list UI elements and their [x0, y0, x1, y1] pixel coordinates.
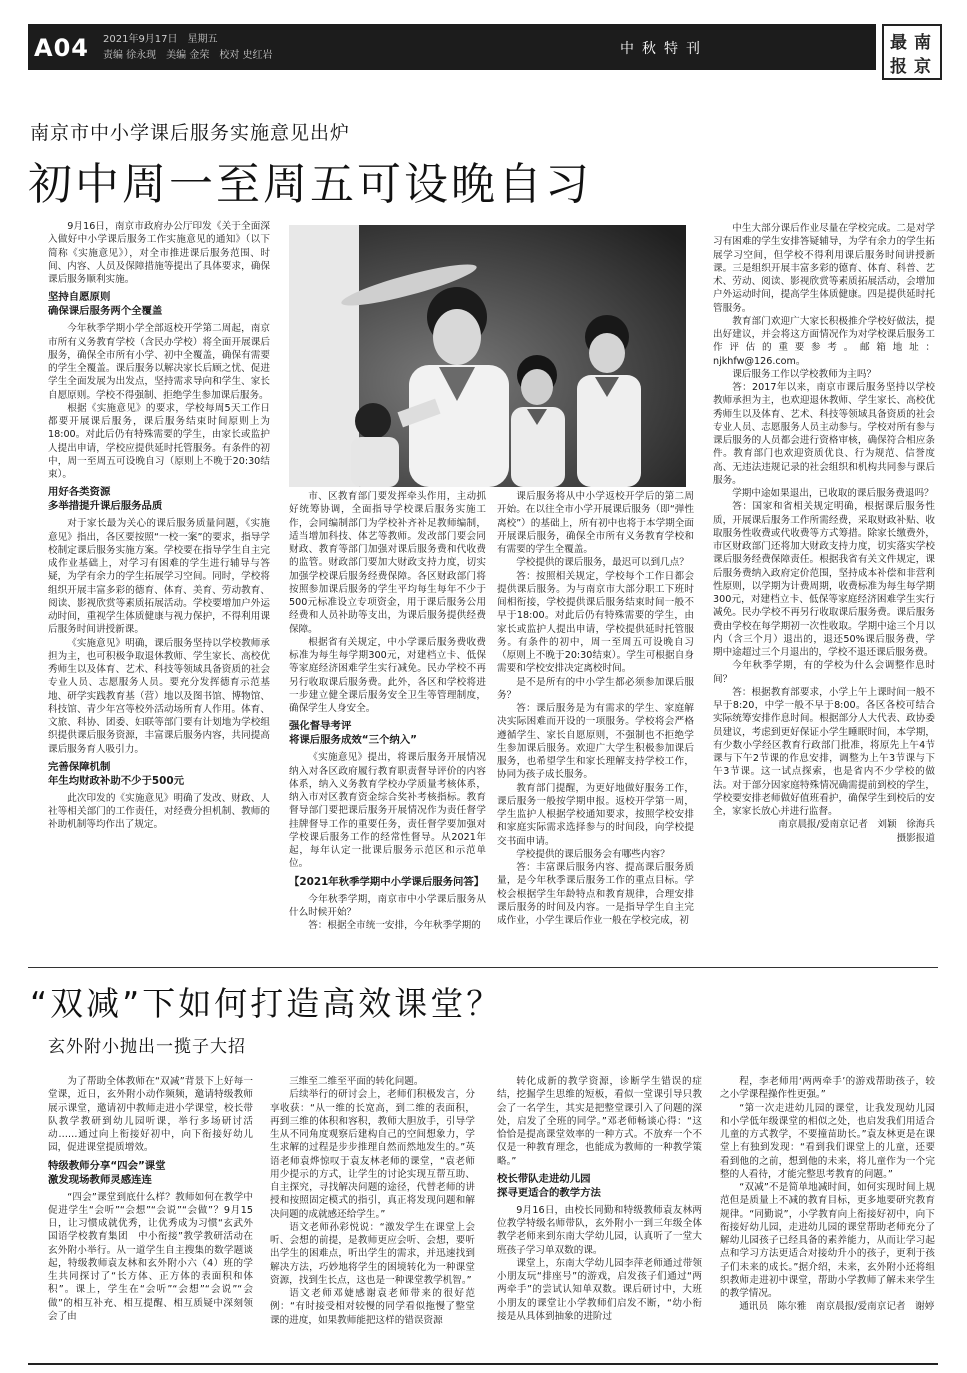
- section-heading: 特级教师分享“四会”课堂 激发现场教师灵感连连: [48, 1159, 166, 1186]
- special-edition-label: 中秋特刊: [620, 41, 708, 57]
- paragraph: 今年秋季学期，有的学校为什么会调整作息时间？: [713, 660, 935, 685]
- paragraph: 对于家长最为关心的课后服务质量问题，《实施意见》指出，各区要按照“一校一案”的要求，指导学校制定课后服务实施方案。学校要在指导学生自主完成作业基础上，对学习有困难的学生进行辅导与答疑，为学有余力的学生拓展学习空间。同时，学校将组织开展丰富多彩的德育、体育、美育、劳动教育、阅读、影视欣赏等素质拓展活动。学校要增加户外运动时间，重视学生体质健康与视力保护，不得利用课后服务时间讲授新课。: [48, 518, 270, 636]
- paragraph: 今年秋季学期，南京市中小学课后服务从什么时候开始？: [289, 893, 486, 918]
- paragraph: 转化成新的教学资源，诊断学生错误的症结，挖掘学生思维的短板，看似一堂课引导只教会了一名学生，其实是把整堂课引入了问题的深处，启发了全班的同学。”邓老师畅谈心得：“这恰恰是提高课堂效率的一种方式。不放弃一个不仅是一种教育理念，也能成为教师的一种教学策略。”: [497, 1076, 702, 1167]
- paragraph: 后续举行的研讨会上，老师们积极发言，分享收获：“从一维的长宽高，到二维的表面积，再到三维的体积和容积，教师大胆放手，引导学生从不同角度观察后建构自己的空间想象力，学生求解的过程是步步推理自然而然地发生的。”英语老师袁烨惊叹于袁友林老师的课堂，“袁老师用少提示的方式，让学生的讨论实现互帮互助、自主探究，寻找解决问题的途径，代替老师的讲授和按照固定模式的指引，真正将发现问题和解决问题的成就感还给学生。”: [270, 1089, 475, 1220]
- paragraph: 此次印发的《实施意见》明确了发改、财政、人社等相关部门的工作责任，对经费分担机制、教师的补助机制等均作出了规定。: [48, 792, 270, 831]
- paragraph: 根据省有关规定，中小学课后服务费收费标准为每生每学期300元，对建档立卡、低保等家庭经济困难学生实行减免。民办学校不再另行收取课后服务费。此外，各区和学校将进一步建立健全课后服务安全卫生等管理制度，确保学生人身安全。: [289, 636, 486, 714]
- article2-column-3: [497, 1075, 702, 1357]
- paragraph: 答：根据教育部要求，小学上午上课时间一般不早于8:20，中学一般不早于8:00。各区各校可结合实际统筹安排作息时间。根据部分人大代表、政协委员建议，考虑到更好保证小学生睡眠时间，本学期，有少数小学经区教育行政部门批准，将原先上午4节课与下午2节课的作息安排，调整为上午3节课与下午3节课。这一试点探索，也是省内不少学校的做法。对于部分因家庭特殊情况确需提前到校的学生，学校要安排老师做好值班看护，确保学生到校后的安全，家家长放心并进行监督。: [713, 686, 935, 817]
- paragraph: 答：2017年以来，南京市课后服务坚持以学校教师承担为主，也欢迎退休教师、学生家长、高校优秀师生以及体育、艺术、科技等领域具备资质的社会专业人员、志愿服务人员主动参与。学校对所有参与课后服务的人员都会进行资格审核，确保符合相应条件。教育部门也欢迎资质优良、行为规范、信誉度高、无违法违规记录的社会组织和机构共同参与课后服务。: [713, 382, 935, 486]
- article2-title: “双减”下如何打造高效课堂？: [30, 984, 503, 1023]
- paragraph: 答：按照相关规定，学校每个工作日都会提供课后服务。为与南京市大部分职工下班时间相衔接，学校提供课后服务结束时间一般不早于18:00。对此后仍有特殊需要的学生，由家长或监护人提出申请，学校提供延时托管服务。有条件的初中，周一至周五可设晚自习（原则上不晚于20:30结束）。学生可根据自身需要和学校安排决定离校时间。: [497, 570, 694, 675]
- paragraph: 答：根据全市统一安排，今年秋季学期的: [308, 920, 481, 931]
- paragraph: 摄影报道: [896, 832, 935, 844]
- paragraph: 今年秋季学期小学全部返校开学第二周起，南京市所有义务教育学校（含民办学校）将全面开展课后服务，确保全市所有小学、初中全覆盖，确保有需要的学生全覆盖。课后服务以解决家长后顾之忧、促进学生全面发展为出发点，坚持需求导向和学生、家长自愿原则。学校不得强制、拒绝学生参加课后服务。: [48, 323, 270, 401]
- paragraph: “四会”课堂到底什么样？教师如何在教学中促进学生“会听”“会想”“会说”“会做”？9月15日，让习惯成就优秀，让优秀成为习惯“玄武外国语学校教育集团 中小衔接”教学教研活动在玄外附小举行。从一道学生自主搜集的数学题谈起，特级教师袁友林和玄外附小六（4）班的学生共同探讨了“长方体、正方体的表面积和体积”。课上，学生在“会听”“会想”“会说”“会做”的相互补充、相互提醒、相互质疑中深刻领会了由: [48, 1191, 253, 1322]
- paragraph: 南京晨报/爱南京记者 刘颖 徐海兵: [778, 819, 935, 831]
- paragraph: 答：国家和省相关规定明确，根据课后服务性质，开展课后服务工作所需经费，采取财政补贴、收取服务性收费或代收费等方式筹措。除家长缴费外，市区财政部门还将加大财政支持力度，切实落实学校课后服务经费保障责任。根据我省有关文件规定，课后服务费纳入政府定价范围，坚持成本补偿和非营利性原则，以学期为计费周期，收费标准为每生每学期300元，对建档立卡、低保等家庭经济困难学生实行减免。民办学校不再另行收取课后服务费。课后服务费由学校在每学期初一次性收取。学期中途三个月以内（含三个月）退出的，退还50%课后服务费，学期中途超过三个月退出的，学校不退还课后服务费。: [713, 501, 935, 658]
- paragraph: 语文老师邓婕感谢袁老师带来的很好范例：“有时接受相对较慢的同学看似拖慢了整堂课的进度，如果教师能把这样的错误资源: [270, 1288, 475, 1326]
- paragraph: 教育部门欢迎广大家长积极推介学校好做法，提出好建议，并会将这方面情况作为对学校课后服务工作评估的重要参考。邮箱地址：njkhfw@126.com。: [713, 315, 935, 367]
- logo-char-2: 南: [914, 33, 931, 53]
- paragraph: 中生大部分课后作业尽量在学校完成。二是对学习有困难的学生安排答疑辅导，为学有余力的学生拓展学习空间，但学校不得利用课后服务时间讲授新课。三是组织开展丰富多彩的德育、体育、科普、艺术、劳动、阅读、影视欣赏等素质拓展活动，会增加户外运动时间，提高学生体质健康。四是提供延时托管服务。: [713, 223, 935, 314]
- article2-column-1: [48, 1075, 253, 1357]
- paragraph: 市、区教育部门要发挥牵头作用，主动抓好统筹协调，全面指导学校课后服务实施工作，会同编制部门为学校补齐补足教师编制，适当增加科技、体艺等教师。发改部门要会同财政、教育等部门加强对课后服务费和代收费的监管。财政部门要加大财政支持力度，切实加强学校课后服务经费保障。各区财政部门将按照参加课后服务的学生平均每生每年不少于500元标准设立专项资金，用于课后服务公用经费和人员补助等支出，为课后服务提供经费保障。: [289, 491, 486, 635]
- newspaper-logo: [882, 24, 942, 80]
- section-heading: 【2021年秋季学期中小学课后服务问答】: [289, 875, 485, 888]
- paragraph: 9月16日，南京市政府办公厅印发《关于全面深入做好中小学课后服务工作实施意见的通知》（以下简称《实施意见》），对全市推进课后服务范围、时间、内容、人员及保障措施等提出了具体要求，确保课后服务顺利实施。: [48, 221, 270, 285]
- paragraph: 三维至二维至平面的转化问题。: [289, 1076, 424, 1087]
- paragraph: 课后服务将从中小学返校开学后的第二周开始。在以往全市小学开展课后服务（即“弹性离校”）的基础上，所有初中也将于本学期全面开展课后服务，确保全市所有义务教育学校和有需要的学生全覆盖。: [497, 491, 694, 555]
- issue-date: 2021年9月17日 星期五: [103, 34, 218, 45]
- paragraph: 是不是所有的中小学生都必须参加课后服务？: [497, 676, 694, 701]
- logo-char-4: 京: [914, 57, 931, 77]
- article1-column-1: [48, 220, 270, 910]
- paragraph: 语文老师孙彩悦说：“激发学生在课堂上会听、会想的前提，是教师更应会听、会想，要听出学生的困难点，听出学生的需求，并迅速找到解决方法，巧妙地将学生的困境转化为一种课堂资源，找到生长点，这也是一种课堂教学机智。”: [270, 1221, 475, 1286]
- page-number: A04: [34, 34, 89, 62]
- article1-subtitle: 南京市中小学课后服务实施意见出炉: [30, 122, 351, 144]
- logo-char-3: 报: [890, 57, 907, 77]
- article1-column-2: [289, 490, 486, 960]
- paragraph: 课后服务工作以学校教师为主吗？: [732, 368, 877, 380]
- paragraph: 9月16日，由校长同勤和特级教师袁友林两位教学特级名师带队，玄外附小一到三年级全体教学老师来到东南大学幼儿园，认真听了一堂大班孩子学习单双数的课。: [497, 1204, 702, 1256]
- article2-column-4: [720, 1075, 935, 1357]
- paragraph: 程，李老师用‘两两牵手’的游戏帮助孩子，较之小学课程操作性更强。”: [720, 1076, 935, 1101]
- section-heading: 完善保障机制 年生均财政补助不少于500元: [48, 760, 184, 787]
- paragraph: 学校提供的课后服务会有哪些内容？: [516, 848, 670, 860]
- paragraph: 答：课后服务是为有需求的学生、家庭解决实际困难而开设的一项服务。学校将会严格遵循学生、家长自愿原则，不强制也不拒绝学生参加课后服务。欢迎广大学生积极参加课后服务，也希望学生和家长理解支持学校工作，协同为孩子成长服务。: [497, 703, 694, 781]
- paragraph: 为了帮助全体教师在“双减”背景下上好每一堂课，近日，玄外附小动作频频，邀请特级教师展示课堂，邀请初中教师走进小学课堂，校长带队教学教研到幼儿园听课，举行多场研讨活动……通过向上衔接好初中，向下衔接好幼儿园，促进课堂提质增效。: [48, 1076, 253, 1154]
- article1-column-4: [713, 222, 935, 962]
- logo-char-1: 最: [890, 33, 907, 53]
- photo-classroom-icon: [289, 225, 686, 487]
- paragraph: “第一次走进幼儿园的课堂，让我发现幼儿园和小学低年级课堂的相似之处，也启发我们用适合儿童的方式教学，不要撞苗助长。”袁友林更是在课堂上有独到发现：“看到我们课堂上的儿童，还要看到他的之前，想到他的未来，将儿童作为一个完整的人看待，才能完整思考教育的问题。”: [720, 1102, 935, 1180]
- editor-credits: 责编 徐永现 美编 金荣 校对 史红岩: [103, 50, 273, 61]
- section-heading: 强化督导考评 将课后服务成效“三个纳入”: [289, 720, 417, 747]
- paragraph: 教育部门提醒，为更好地做好服务工作，课后服务一般按学期申报。返校开学第一周，学生监护人根据学校通知要求，按照学校安排和家庭实际需求选择参与的时间段，向学校提交书面申请。: [497, 782, 694, 847]
- paragraph: 通讯员 陈尔雅 南京晨报/爱南京记者 谢婷: [739, 1301, 935, 1313]
- paragraph: 《实施意见》明确，课后服务坚持以学校教师承担为主，也可积极争取退休教师、学生家长、高校优秀师生以及体育、艺术、科技等领域具备资质的社会专业人员、志愿服务人员。要充分发挥德育示范基地、研学实践教育基（营）地以及图书馆、博物馆、科技馆、青少年宫等校外活动场所育人作用。体育、文旅、科协、团委、妇联等部门要有计划地为学校组织提供课后服务资源，丰富课后服务内容，共同提高课后服务育人吸引力。: [48, 637, 270, 755]
- article1-column-3: [497, 490, 694, 960]
- section-heading: 坚持自愿原则 确保课后服务两个全覆盖: [48, 291, 163, 318]
- section-heading: 校长带队走进幼儿园 探寻更适合的教学方法: [497, 1172, 601, 1199]
- bottom-rule: [28, 1363, 938, 1365]
- paragraph: 学校提供的课后服务，最迟可以到几点？: [516, 557, 689, 569]
- article2-subtitle: 玄外附小抛出一揽子大招: [48, 1037, 246, 1057]
- article2-column-2: [270, 1075, 475, 1357]
- section-divider: [28, 967, 938, 968]
- paragraph: “双减”不是简单地减时间，如何实现时间上规范但是质量上不减的教育目标，更多地要研究教育规律。“同勤说”，小学教育向上衔接好初中，向下衔接好幼儿园，走进幼儿园的课堂帮助老师充分了解幼儿园孩子已经具备的素养能力，从而让学习起点和学习方法更适合对接幼升小的孩子，更利于孩子们未来的成长。”据介绍，未来，玄外附小还将组织教师走进初中课堂，帮助小学教师了解未来学生的教学情况。: [720, 1182, 935, 1299]
- paragraph: 学期中途如果退出，已收取的课后服务费退吗？: [732, 488, 934, 499]
- paragraph: 答：丰富课后服务内容、提高课后服务质量，是今年秋季课后服务工作的重点目标。学校会根据学生年龄特点和教育规律，合理安排课后服务的时间及内容。一是指导学生自主完成作业，小学生课后作业一般在学校完成，初: [497, 862, 694, 926]
- section-heading: 用好各类资源 多举措提升课后服务品质: [48, 486, 163, 513]
- article1-title: 初中周一至周五可设晚自习: [28, 159, 592, 210]
- paragraph: 《实施意见》提出，将课后服务开展情况纳入对各区政府履行教育职责督导评价的内容体系，纳入义务教育学校办学质量考核体系，纳入市对区教育资金综合奖补考核指标。教育督导部门要把课后服务开展情况作为责任督学挂牌督导工作的重要任务，责任督学要加强对学校课后服务工作的经常性督导。从2021年起，每年认定一批课后服务示范区和示范单位。: [289, 752, 486, 870]
- paragraph: 根据《实施意见》的要求，学校每周5天工作日都要开展课后服务，课后服务结束时间原则上为18:00。对此后仍有特殊需要的学生，由家长或监护人提出申请，学校应提供延时托管服务。有条件的初中，周一至周五可设晚自习（原则上不晚于20:30结束）。: [48, 402, 270, 480]
- paragraph: 课堂上，东南大学幼儿园李萍老师通过带领小朋友玩“排座号”的游戏，启发孩子们通过“两两牵手”的尝试认知单双数。课后研讨中，大班小朋友的课堂让小学教师们启发不断，“幼小衔接是从具体到抽象的进阶过: [497, 1257, 702, 1322]
